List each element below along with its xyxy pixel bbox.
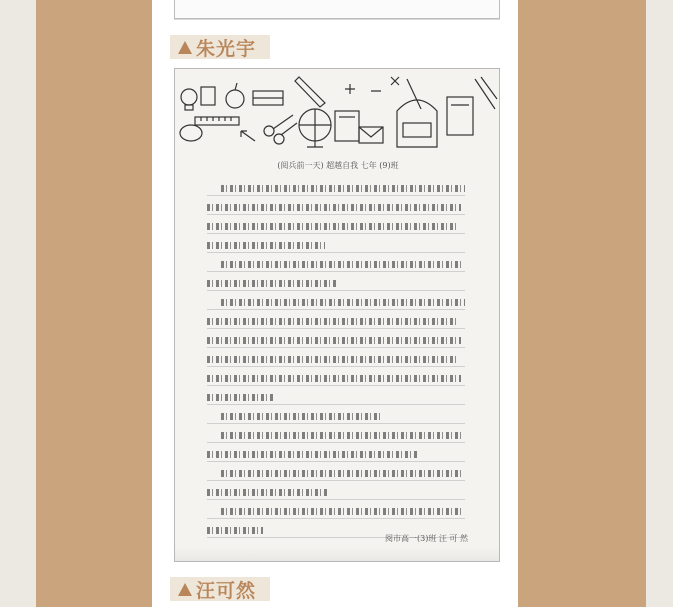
- school-doodles-illustration: [175, 69, 500, 157]
- essay-line: [207, 443, 465, 462]
- essay-line: [207, 481, 465, 500]
- author-name: 汪可然: [196, 579, 257, 602]
- scissors-icon: [264, 115, 297, 144]
- triangle-marker-icon: [178, 41, 192, 54]
- photo-bottom-edge: [175, 547, 499, 561]
- essay-line: [207, 310, 465, 329]
- envelope-icon: [359, 127, 383, 143]
- essay-line: [207, 386, 465, 405]
- globe-icon: [299, 109, 331, 147]
- lightbulb-icon: [181, 89, 197, 110]
- arrow-icon: [241, 131, 255, 141]
- essay-line: [207, 196, 465, 215]
- paintbrush-icon: [407, 79, 421, 109]
- backpack-icon: [397, 100, 437, 147]
- ruler-icon: [195, 117, 239, 125]
- triangle-marker-icon: [178, 583, 192, 596]
- plus-minus-icon: [345, 84, 381, 94]
- pen-icon: [475, 77, 497, 109]
- handwritten-essay-image: [174, 68, 500, 562]
- author-name: 朱光宇: [196, 37, 257, 60]
- pencil-icon: [295, 77, 325, 107]
- essay-line: [207, 424, 465, 443]
- cup-icon: [201, 87, 215, 105]
- essay-line: [207, 329, 465, 348]
- previous-essay-image-bottom: [174, 0, 500, 19]
- section-label-wang-keran: [170, 577, 270, 601]
- essay-line: [207, 234, 465, 253]
- speech-bubble-icon: [180, 125, 202, 141]
- essay-line: [207, 500, 465, 519]
- essay-line: [207, 405, 465, 424]
- essay-line: [207, 272, 465, 291]
- essay-signature: 阅市高一(3)班 汪 可 然: [385, 534, 468, 543]
- section-label-zhu-guangyu: [170, 35, 270, 59]
- essay-line: [207, 253, 465, 272]
- essay-line: [207, 348, 465, 367]
- apple-icon: [226, 83, 244, 108]
- essay-title: (阅兵前一天) 超越自我 七年 (9)班: [277, 161, 399, 170]
- essay-line: [207, 177, 465, 196]
- x-mark-icon: [391, 77, 399, 85]
- essay-line: [207, 291, 465, 310]
- essay-line: [207, 215, 465, 234]
- notebook-icon: [447, 97, 473, 135]
- book-icon: [253, 91, 283, 105]
- essay-handwriting-lines: [207, 177, 465, 538]
- essay-line: [207, 367, 465, 386]
- essay-line: [207, 462, 465, 481]
- calculator-icon: [335, 111, 359, 141]
